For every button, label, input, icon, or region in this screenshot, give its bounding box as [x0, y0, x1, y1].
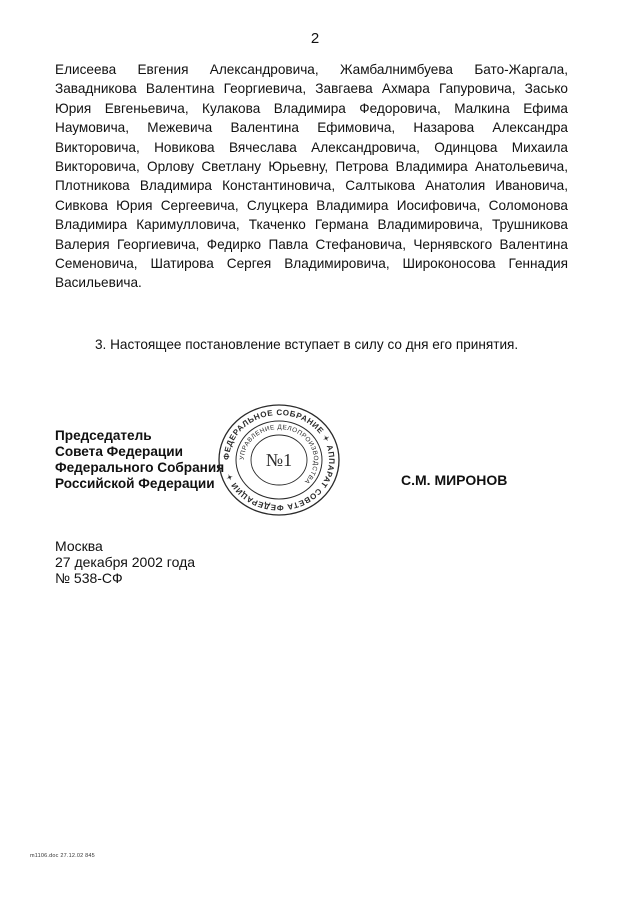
seal-center-number: №1	[265, 450, 293, 470]
signatory-name: С.М. МИРОНОВ	[401, 472, 508, 488]
signature-title-line: Российской Федерации	[55, 476, 215, 491]
seal-inner-text: УПРАВЛЕНИЕ ДЕЛОПРОИЗВОДСТВА	[238, 423, 320, 486]
seal-outer-text: ФЕДЕРАЛЬНОЕ СОБРАНИЕ ✦ АППАРАТ СОВЕТА ФЕДЕРАЦИИ ✦	[221, 407, 337, 513]
signature-title	[55, 428, 224, 492]
place-date	[55, 538, 195, 586]
signature-title-line: Федерального Собрания	[55, 460, 225, 475]
document-date: 27 декабря 2002 года	[55, 554, 196, 570]
signature-title-line: Совета Федерации	[55, 444, 183, 459]
city: Москва	[55, 538, 103, 554]
page-number: 2	[310, 30, 320, 47]
footer-code: m1106.doc 27.12.02 845	[30, 853, 95, 859]
document-number: № 538-СФ	[55, 570, 123, 586]
body-text: Елисеева Евгения Александровича, Жамбалнимбуева Бато-Жаргала, Завадникова Валентина Георгиевича, Завгаева Ахмара Гапуровича, Засько Юрия Евгеньевича, Кулакова Владимира Федоровича, Малкина Ефима Наумовича, Межевича Валентина Ефимовича, Назарова Александра Викторовича, Новикова Вячеслава Александровича, Одинцова Михаила Викторовича, Орлову Светлану Юрьевну, Петрова Владимира Анатольевича, Плотникова Владимира Константиновича, Салтыкова Анатолия Ивановича, Сивкова Юрия Сергеевича, Слуцкера Владимира Иосифовича, Соломонова Владимира Каримулловича, Ткаченко Германа Владимировича, Трушникова Валерия Георгиевича, Федирко Павла Стефановича, Чернявского Валентина Семеновича, Шатирова Сергея Владимировича, Широконосова Геннадия Васильевича.	[55, 62, 568, 291]
clause-3: 3. Настоящее постановление вступает в силу со дня его принятия.	[95, 337, 519, 352]
signature-title-line: Председатель	[55, 428, 152, 443]
official-seal	[214, 400, 344, 520]
